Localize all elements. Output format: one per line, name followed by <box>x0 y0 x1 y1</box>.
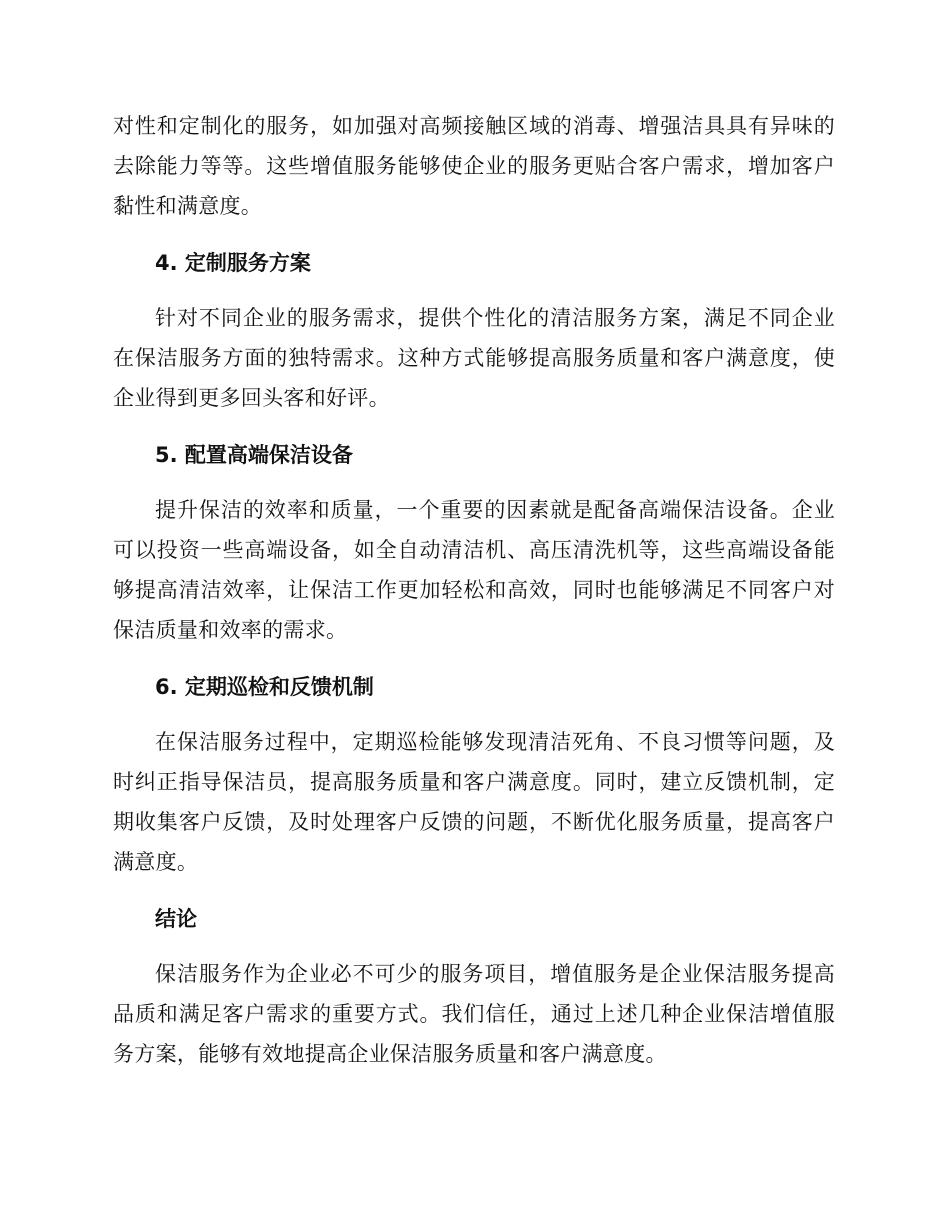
section-6-heading: 6. 定期巡检和反馈机制 <box>155 675 374 699</box>
intro-continuation-paragraph: 对性和定制化的服务，如加强对高频接触区域的消毒、增强洁具具有异味的去除能力等等。这些增值服务能够使企业的服务更贴合客户需求，增加客户黏性和满意度。 <box>113 114 835 218</box>
spacer <box>113 226 835 243</box>
conclusion-paragraph: 保洁服务作为企业必不可少的服务项目，增值服务是企业保洁服务提高品质和满足客户需求的重要方式。我们信任，通过上述几种企业保洁增值服务方案，能够有效地提高企业保洁服务质量和客户满意度。 <box>113 962 835 1066</box>
spacer <box>113 707 835 722</box>
spacer <box>113 882 835 899</box>
document-body <box>113 106 835 1074</box>
conclusion-heading: 结论 <box>155 907 197 931</box>
spacer <box>113 418 835 435</box>
spacer <box>113 475 835 490</box>
spacer <box>113 939 835 954</box>
section-4-paragraph: 针对不同企业的服务需求，提供个性化的清洁服务方案，满足不同企业在保洁服务方面的独特需求。这种方式能够提高服务质量和客户满意度，使企业得到更多回头客和好评。 <box>113 306 835 410</box>
spacer <box>113 650 835 667</box>
section-5-paragraph: 提升保洁的效率和质量，一个重要的因素就是配备高端保洁设备。企业可以投资一些高端设备，如全自动清洁机、高压清洗机等，这些高端设备能够提高清洁效率，让保洁工作更加轻松和高效，同时也能够满足不同客户对保洁质量和效率的需求。 <box>113 498 835 642</box>
section-4-heading: 4. 定制服务方案 <box>155 251 311 275</box>
spacer <box>113 283 835 298</box>
section-5-heading: 5. 配置高端保洁设备 <box>155 443 353 467</box>
section-6-paragraph: 在保洁服务过程中，定期巡检能够发现清洁死角、不良习惯等问题，及时纠正指导保洁员，提高服务质量和客户满意度。同时，建立反馈机制，定期收集客户反馈，及时处理客户反馈的问题，不断优化服务质量，提高客户满意度。 <box>113 730 835 874</box>
